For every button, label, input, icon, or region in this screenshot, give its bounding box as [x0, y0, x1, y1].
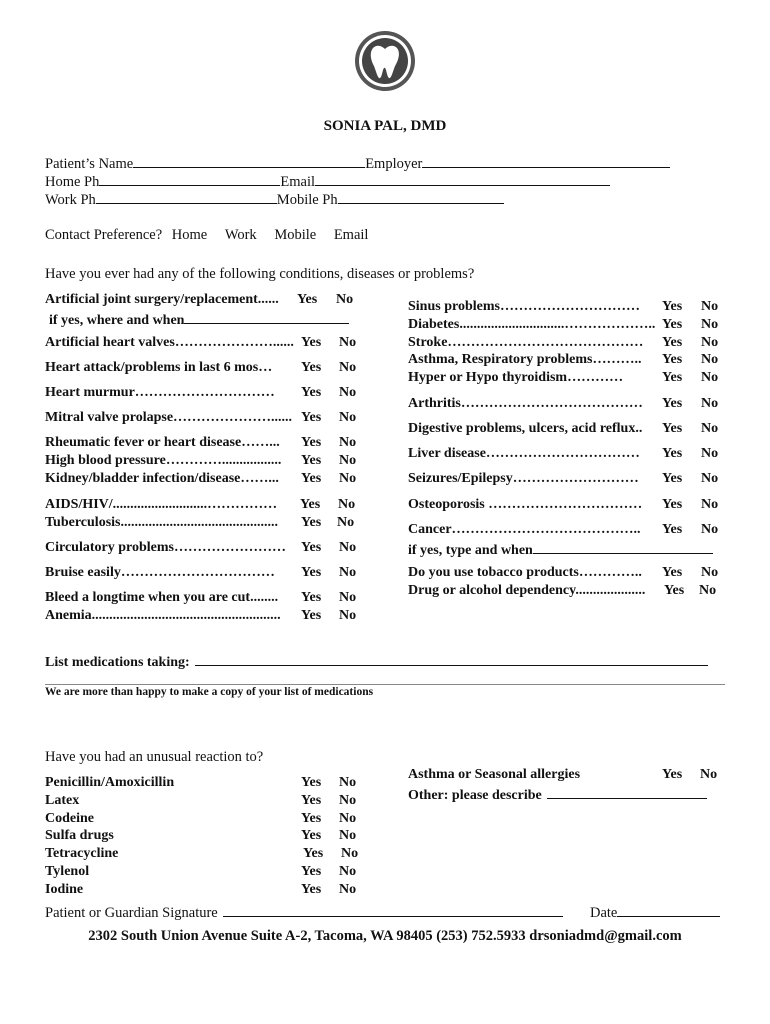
condition-osteoporosis: Osteoporosis …………………………… — [408, 497, 643, 512]
date-row — [590, 902, 720, 922]
condition-thyroidism: Hyper or Hypo thyroidism………… — [408, 370, 624, 385]
yes-option[interactable]: Yes — [301, 435, 322, 450]
yes-option[interactable]: Yes — [301, 540, 322, 555]
condition-high-blood-pressure: High blood pressure…………................. — [45, 453, 282, 468]
yes-option[interactable]: Yes — [662, 352, 683, 367]
yes-option[interactable]: Yes — [301, 882, 322, 897]
condition-aids-hiv: AIDS/HIV/...........................…………… — [45, 497, 278, 512]
employer-label: Employer — [365, 156, 423, 172]
other-describe-field[interactable] — [547, 784, 707, 799]
no-option[interactable]: No — [339, 811, 357, 826]
patient-name-row — [45, 153, 670, 173]
no-option[interactable]: No — [701, 370, 719, 385]
yes-option[interactable]: Yes — [664, 583, 685, 598]
yes-option[interactable]: Yes — [297, 292, 318, 307]
no-option[interactable]: No — [701, 565, 719, 580]
yes-option[interactable]: Yes — [301, 360, 322, 375]
condition-cancer: Cancer………………………………….. — [408, 522, 641, 537]
no-option[interactable]: No — [338, 497, 356, 512]
no-option[interactable]: No — [701, 471, 719, 486]
reaction-codeine: Codeine — [45, 811, 94, 826]
yes-option[interactable]: Yes — [301, 335, 322, 350]
yes-option[interactable]: Yes — [301, 453, 322, 468]
yes-option[interactable]: Yes — [662, 565, 683, 580]
mobile-ph-label: Mobile Ph — [276, 192, 338, 208]
contact-preference-label: Contact Preference? — [45, 227, 163, 243]
joint-followup-label: if yes, where and when — [49, 313, 185, 328]
yes-option[interactable]: Yes — [662, 370, 683, 385]
no-option[interactable]: No — [700, 767, 718, 782]
condition-mitral-valve-prolapse: Mitral valve prolapse…………………...... — [45, 410, 293, 425]
reaction-sulfa-drugs: Sulfa drugs — [45, 828, 114, 843]
yes-option[interactable]: Yes — [301, 410, 322, 425]
other-describe-row — [408, 784, 707, 805]
work-ph-field[interactable] — [96, 189, 277, 204]
no-option[interactable]: No — [339, 775, 357, 790]
no-option[interactable]: No — [701, 497, 719, 512]
condition-artificial-joint: Artificial joint surgery/replacement...... — [45, 292, 279, 307]
yes-option[interactable]: Yes — [662, 299, 683, 314]
medications-field[interactable] — [195, 651, 708, 666]
yes-option[interactable]: Yes — [301, 864, 322, 879]
work-ph-row — [45, 189, 504, 209]
yes-option[interactable]: Yes — [301, 811, 322, 826]
condition-rheumatic-fever: Rheumatic fever or heart disease……... — [45, 435, 280, 450]
condition-tobacco: Do you use tobacco products………….. — [408, 565, 642, 580]
yes-option[interactable]: Yes — [662, 421, 683, 436]
home-ph-row — [45, 171, 610, 191]
no-option[interactable]: No — [701, 421, 719, 436]
yes-option[interactable]: Yes — [662, 396, 683, 411]
yes-option[interactable]: Yes — [301, 385, 322, 400]
yes-option[interactable]: Yes — [662, 471, 683, 486]
patient-name-field[interactable] — [133, 153, 365, 168]
no-option[interactable]: No — [339, 385, 357, 400]
no-option[interactable]: No — [701, 317, 719, 332]
no-option[interactable]: No — [701, 299, 719, 314]
yes-option[interactable]: Yes — [662, 497, 683, 512]
yes-option[interactable]: Yes — [662, 446, 683, 461]
cancer-followup-row — [408, 539, 713, 560]
reaction-question: Have you had an unusual reaction to? — [45, 749, 264, 765]
condition-anemia: Anemia...................................................... — [45, 608, 281, 623]
cancer-followup-field[interactable] — [533, 539, 713, 554]
contact-option-home[interactable]: Home — [171, 227, 208, 243]
employer-field[interactable] — [422, 153, 670, 168]
yes-option[interactable]: Yes — [301, 565, 322, 580]
medications-label: List medications taking: — [45, 655, 190, 670]
condition-artificial-heart-valves: Artificial heart valves…………………...... — [45, 335, 294, 350]
joint-followup-row — [49, 309, 349, 330]
tooth-logo-icon — [353, 28, 417, 94]
no-option[interactable]: No — [339, 565, 357, 580]
no-option[interactable]: No — [701, 522, 719, 537]
no-option[interactable]: No — [339, 471, 357, 486]
no-option[interactable]: No — [341, 846, 359, 861]
reaction-iodine: Iodine — [45, 882, 84, 897]
yes-option[interactable]: Yes — [662, 335, 683, 350]
reaction-tylenol: Tylenol — [45, 864, 90, 879]
no-option[interactable]: No — [339, 360, 357, 375]
condition-arthritis: Arthritis………………………………… — [408, 396, 643, 411]
medications-note: We are more than happy to make a copy of your list of medications — [45, 686, 374, 698]
home-ph-field[interactable] — [99, 171, 280, 186]
yes-option[interactable]: Yes — [301, 608, 322, 623]
contact-option-work[interactable]: Work — [224, 227, 257, 243]
yes-option[interactable]: Yes — [301, 471, 322, 486]
date-label: Date — [590, 905, 618, 921]
reaction-tetracycline: Tetracycline — [45, 846, 119, 861]
patient-name-label: Patient’s Name — [45, 156, 134, 172]
condition-circulatory-problems: Circulatory problems…………………… — [45, 540, 286, 555]
signature-field[interactable] — [223, 902, 563, 917]
cancer-followup-label: if yes, type and when — [408, 543, 533, 558]
condition-bleed-longtime: Bleed a longtime when you are cut........ — [45, 590, 279, 605]
condition-heart-murmur: Heart murmur………………………… — [45, 385, 275, 400]
divider — [45, 684, 725, 685]
condition-bruise-easily: Bruise easily…………………………… — [45, 565, 275, 580]
joint-followup-field[interactable] — [184, 309, 349, 324]
no-option[interactable]: No — [339, 793, 357, 808]
yes-option[interactable]: Yes — [303, 846, 324, 861]
no-option[interactable]: No — [701, 446, 719, 461]
yes-option[interactable]: Yes — [300, 497, 321, 512]
contact-option-mobile[interactable]: Mobile — [274, 227, 317, 243]
home-ph-label: Home Ph — [45, 174, 100, 190]
practice-address-footer: 2302 South Union Avenue Suite A-2, Tacoma, WA 98405 (253) 752.5933 drsoniadmd@gmail.com — [88, 928, 682, 944]
condition-digestive-problems: Digestive problems, ulcers, acid reflux.. — [408, 421, 643, 436]
no-option[interactable]: No — [339, 435, 357, 450]
yes-option[interactable]: Yes — [301, 515, 322, 530]
date-field[interactable] — [617, 902, 720, 917]
no-option[interactable]: No — [701, 396, 719, 411]
condition-asthma-respiratory: Asthma, Respiratory problems……….. — [408, 352, 642, 367]
no-option[interactable]: No — [701, 335, 719, 350]
work-ph-label: Work Ph — [45, 192, 96, 208]
reaction-latex: Latex — [45, 793, 80, 808]
no-option[interactable]: No — [339, 864, 357, 879]
no-option[interactable]: No — [339, 882, 357, 897]
yes-option[interactable]: Yes — [662, 522, 683, 537]
no-option[interactable]: No — [339, 410, 357, 425]
no-option[interactable]: No — [701, 352, 719, 367]
condition-stroke: Stroke…………………………………… — [408, 335, 644, 350]
condition-heart-attack: Heart attack/problems in last 6 mos… — [45, 360, 273, 375]
condition-kidney-bladder: Kidney/bladder infection/disease……... — [45, 471, 279, 486]
email-label: Email — [280, 174, 316, 190]
no-option[interactable]: No — [337, 515, 355, 530]
asthma-allergies-label: Asthma or Seasonal allergies — [408, 767, 581, 782]
yes-option[interactable]: Yes — [662, 767, 683, 782]
contact-preference-row — [45, 226, 368, 244]
condition-drug-alcohol: Drug or alcohol dependency.................... — [408, 583, 646, 598]
no-option[interactable]: No — [339, 540, 357, 555]
conditions-question: Have you ever had any of the following conditions, diseases or problems? — [45, 266, 475, 282]
condition-sinus-problems: Sinus problems………………………… — [408, 299, 640, 314]
mobile-ph-field[interactable] — [338, 189, 504, 204]
yes-option[interactable]: Yes — [301, 590, 322, 605]
no-option[interactable]: No — [339, 828, 357, 843]
email-field[interactable] — [315, 171, 610, 186]
medications-row — [45, 651, 708, 672]
condition-diabetes: Diabetes..............................……………….. — [408, 317, 656, 332]
no-option[interactable]: No — [339, 590, 357, 605]
practice-title: SONIA PAL, DMD — [323, 118, 447, 134]
no-option[interactable]: No — [339, 453, 357, 468]
no-option[interactable]: No — [339, 335, 357, 350]
no-option[interactable]: No — [699, 583, 717, 598]
condition-tuberculosis: Tuberculosis............................................. — [45, 515, 278, 530]
yes-option[interactable]: Yes — [662, 317, 683, 332]
contact-option-email[interactable]: Email — [333, 227, 369, 243]
no-option[interactable]: No — [336, 292, 354, 307]
condition-liver-disease: Liver disease…………………………… — [408, 446, 640, 461]
yes-option[interactable]: Yes — [301, 828, 322, 843]
yes-option[interactable]: Yes — [301, 775, 322, 790]
condition-seizures-epilepsy: Seizures/Epilepsy……………………… — [408, 471, 639, 486]
reaction-penicillin: Penicillin/Amoxicillin — [45, 775, 175, 790]
other-describe-label: Other: please describe — [408, 788, 542, 803]
no-option[interactable]: No — [339, 608, 357, 623]
yes-option[interactable]: Yes — [301, 793, 322, 808]
signature-row — [45, 902, 563, 922]
signature-label: Patient or Guardian Signature — [45, 905, 218, 921]
